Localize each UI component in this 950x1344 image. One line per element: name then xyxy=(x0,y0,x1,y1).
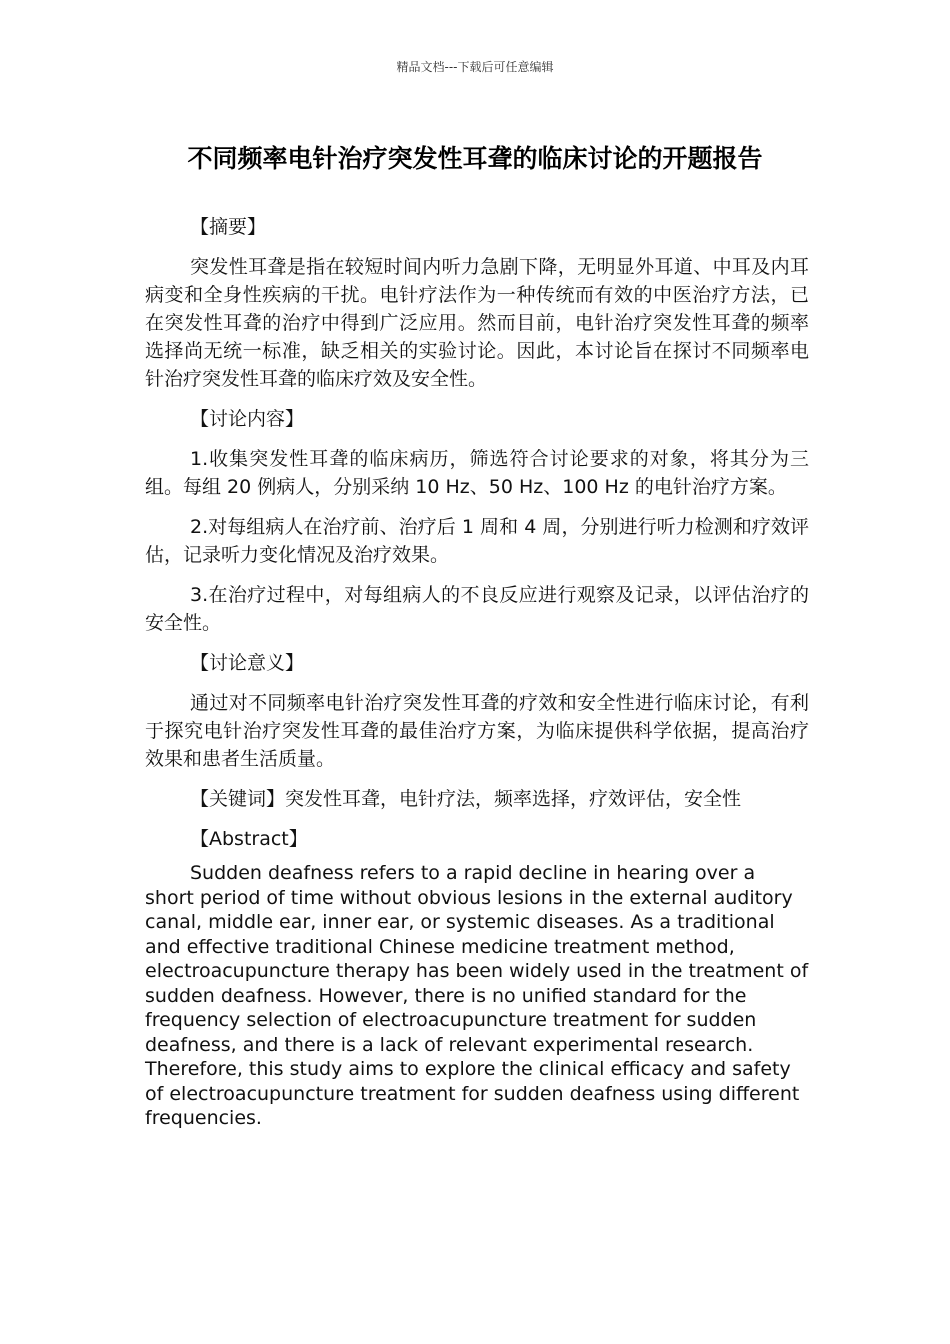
content-heading: 【讨论内容】 xyxy=(190,408,305,430)
content-item-2: 2.对每组病人在治疗前、治疗后 1 周和 4 周，分别进行听力检测和疗效评估，记录听力变化情况及治疗效果。 xyxy=(145,516,809,566)
page-title: 不同频率电针治疗突发性耳聋的临床讨论的开题报告 xyxy=(187,144,763,173)
significance-paragraph: 通过对不同频率电针治疗突发性耳聋的疗效和安全性进行临床讨论，有利于探究电针治疗突发性耳聋的最佳治疗方案，为临床提供科学依据，提高治疗效果和患者生活质量。 xyxy=(145,692,809,770)
abstract-heading: 【摘要】 xyxy=(190,216,267,238)
keywords-line: 【关键词】突发性耳聋，电针疗法，频率选择，疗效评估，安全性 xyxy=(190,788,742,810)
abstract-paragraph: 突发性耳聋是指在较短时间内听力急剧下降，无明显外耳道、中耳及内耳病变和全身性疾病的干扰。电针疗法作为一种传统而有效的中医治疗方法，已在突发性耳聋的治疗中得到广泛应用。然而目前，电针治疗突发性耳聋的频率选择尚无统一标准，缺乏相关的实验讨论。因此，本讨论旨在探讨不同频率电针治疗突发性耳聋的临床疗效及安全性。 xyxy=(145,256,809,390)
document-body xyxy=(145,213,809,1131)
abstract-en-paragraph: Sudden deafness refers to a rapid decline in hearing over a short period of time without obvious lesions in the external auditory canal, middle ear, inner ear, or systemic diseases. As a traditional and effective traditional Chinese medicine treatment method, electroacupuncture therapy has been widely used in the treatment of sudden deafness. However, there is no unified standard for the frequency selection of electroacupuncture treatment for sudden deafness, and there is a lack of relevant experimental research. Therefore, this study aims to explore the clinical efficacy and safety of electroacupuncture treatment for sudden deafness using different frequencies. xyxy=(145,862,809,1129)
header-note: 精品文档---下载后可任意编辑 xyxy=(396,60,554,74)
abstract-en-heading: 【Abstract】 xyxy=(190,828,308,850)
significance-heading: 【讨论意义】 xyxy=(190,652,305,674)
content-item-1: 1.收集突发性耳聋的临床病历，筛选符合讨论要求的对象，将其分为三组。每组 20 例病人，分别采纳 10 Hz、50 Hz、100 Hz 的电针治疗方案。 xyxy=(145,448,809,498)
content-item-3: 3.在治疗过程中，对每组病人的不良反应进行观察及记录，以评估治疗的安全性。 xyxy=(145,584,809,634)
